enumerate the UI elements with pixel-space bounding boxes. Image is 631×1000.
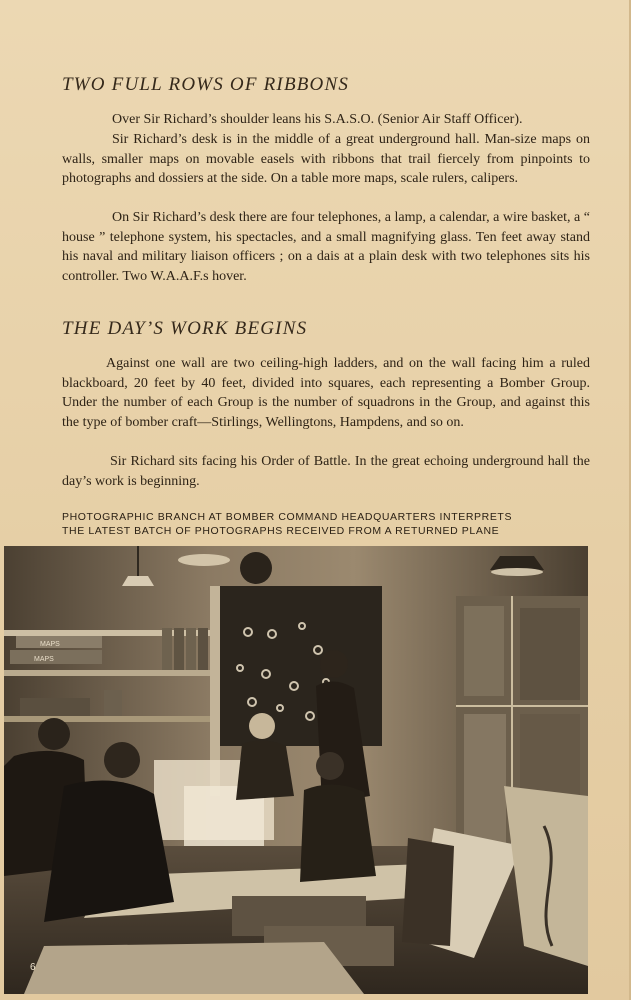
section-heading-ribbons: TWO FULL ROWS OF RIBBONS [62, 74, 350, 95]
paragraph-order-of-battle: Sir Richard sits facing his Order of Battle. In the great echoing underground hall the day’s work is beginning. [62, 454, 590, 489]
section-heading-days-work: THE DAY’S WORK BEGINS [62, 318, 308, 339]
page-number: 6 [30, 962, 36, 973]
box-label: MAPS [34, 656, 54, 663]
photo-caption: PHOTOGRAPHIC BRANCH AT BOMBER COMMAND HEADQUARTERS INTERPRETS THE LATEST BATCH OF PHOTOGRAPHS RECEIVED FROM A RETURNED PLANE [62, 511, 513, 537]
box-label: MAPS [40, 641, 60, 648]
paragraph-desk-hall: Sir Richard’s desk is in the middle of a great underground hall. Man-size maps on walls, smaller maps on movable easels with ribbons that trail fiercely from pinpoints to photographs and dossiers at the side. On a table more maps, scale rulers, calipers. [62, 132, 590, 186]
paragraph-saso: Over Sir Richard’s shoulder leans his S.A.S.O. (Senior Air Staff Officer). [112, 112, 523, 127]
photo-illustration [4, 546, 588, 994]
paragraph-desk-items: On Sir Richard’s desk there are four telephones, a lamp, a calendar, a wire basket, a “ house ” telephone system, his spectacles, and a small magnifying glass. Ten feet away stand his naval and military liaison officers ; on a dais at a plain desk with two telephones sits his controller. Two W.A.A.F.s hover. [62, 210, 590, 284]
paragraph-blackboard: Against one wall are two ceiling-high ladders, and on the wall facing him a ruled blackboard, 20 feet by 40 feet, divided into squares, each representing a Bomber Group. Under the number of each Group is the number of squadrons in the Group, and against this the type of bomber craft—Stirlings, Wellingtons, Hampdens, and so on. [62, 356, 590, 430]
photograph-photographic-branch [4, 546, 588, 994]
